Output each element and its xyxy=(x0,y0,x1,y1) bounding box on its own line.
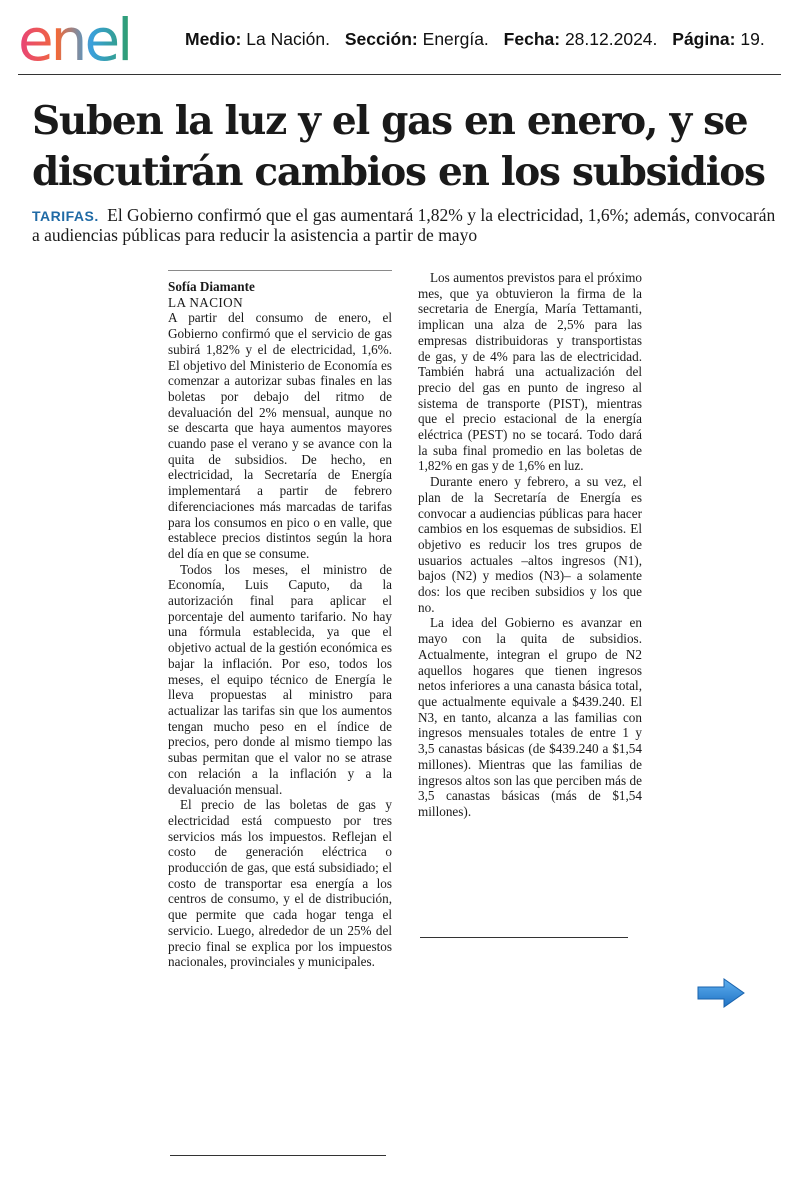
paragraph: Todos los meses, el ministro de Economía, Luis Caputo, da la autorización final para aplicar el porcentaje del aumento tarifario. No hay una fórmula establecida, ya que el objetivo actual de la gestión económica es bajar la inflación. Por eso, todos los meses, el equipo técnico de Energía le lleva propuestas al ministro para actualizar las tarifas sin que los aumentos tengan mucho peso en el índice de precios, pero donde al mismo tiempo las subas permitan que el valor no se atrase con relación a la inflación y a la devaluación mensual. xyxy=(168,561,392,797)
article-column-right xyxy=(418,270,642,820)
fecha-label: Fecha: xyxy=(503,29,561,49)
deck-text: El Gobierno confirmó que el gas aumentará 1,82% y la electricidad, 1,6%; además, convocarán a audiencias públicas para reducir la asistencia a partir de mayo xyxy=(32,205,776,245)
medio-value: La Nación. xyxy=(246,29,330,49)
medio-label: Medio: xyxy=(185,29,242,49)
pagina-value: 19. xyxy=(740,29,765,49)
article-headline: Suben la luz y el gas en enero, y se discutirán cambios en los subsidios xyxy=(32,98,765,195)
byline-rule xyxy=(168,270,392,271)
seccion-label: Sección: xyxy=(344,29,418,49)
enel-logo-text: enel xyxy=(18,10,131,66)
paragraph: Los aumentos previstos para el próximo mes, que ya obtuvieron la firma de la secretaria de Energía, María Tettamanti, implican una alza de 2,5% para las empresas distribuidoras y transportistas de gas, y de 4% para las de electricidad. También habrá una actualización del precio del gas en punto de ingreso al sistema de transporte (PIST), mientras que el precio estacional de la energía eléctrica (PEST) no se tocará. Todo dará la suba final promedio en las boletas de 1,82% en gas y de 1,6% en luz. xyxy=(418,270,642,474)
right-arrow-icon[interactable] xyxy=(696,977,746,1009)
enel-logo xyxy=(18,10,168,66)
pagina-label: Página: xyxy=(672,29,736,49)
column-end-rule xyxy=(170,1155,386,1156)
seccion-value: Energía. xyxy=(422,29,489,49)
clipping-metadata xyxy=(185,29,795,50)
author-name: Sofía Diamante xyxy=(168,279,255,294)
paragraph: A partir del consumo de enero, el Gobierno confirmó que el servicio de gas subirá 1,82% y el de electricidad, 1,6%. El objetivo del Ministerio de Economía es comenzar a autorizar subas finales en las boletas por debajo del ritmo de devaluación del 2% mensual, aunque no se descarta que haya aumentos mayores cuando pase el verano y se avance con la quita de subsidios. De hecho, en electricidad, la Secretaría de Energía implementará a partir de febrero diferenciaciones más marcadas de tarifas para los consumos en pico o en valle, que establece precios distintos según la hora del día en que se consume. xyxy=(168,310,392,561)
paragraph: Durante enero y febrero, a su vez, el plan de la Secretaría de Energía es convocar a audiencias públicas para hacer cambios en los esquemas de subsidios. El objetivo es reducir los tres grupos de usuarios actuales –altos ingresos (N1), bajos (N2) y medios (N3)– a solamente dos: los que reciben subsidios y los que no. xyxy=(418,474,642,615)
article-deck xyxy=(32,206,782,245)
paragraph: El precio de las boletas de gas y electricidad está compuesto por tres servicios más los impuestos. Reflejan el costo de generación eléctrica o producción de gas, que está subsidiado; el costo de transportar esa energía a los centros de consumo, y el de distribución, que permite que cada hogar tenga el servicio. Luego, alrededor de un 25% del precio final se explica por los impuestos nacionales, provinciales y municipales. xyxy=(168,797,392,970)
author-organization: LA NACION xyxy=(168,294,244,310)
article-end-rule xyxy=(420,937,628,938)
header-divider xyxy=(18,74,781,75)
fecha-value: 28.12.2024. xyxy=(564,29,658,49)
article-column-left xyxy=(168,270,392,970)
kicker-label: TARIFAS. xyxy=(32,208,99,224)
paragraph: La idea del Gobierno es avanzar en mayo con la quita de subsidios. Actualmente, integran el grupo de N2 aquellos hogares que tienen ingresos netos inferiores a una canasta básica total, que actualmente equivale a $439.240. El N3, en tanto, alcanza a las familias con ingresos mensuales totales de entre 1 y 3,5 canastas básicas (de $439.240 a $1,54 millones). Mientras que las familias de ingresos altos son las que perciben más de 3,5 canastas básicas (más de $1,54 millones). xyxy=(418,615,642,819)
